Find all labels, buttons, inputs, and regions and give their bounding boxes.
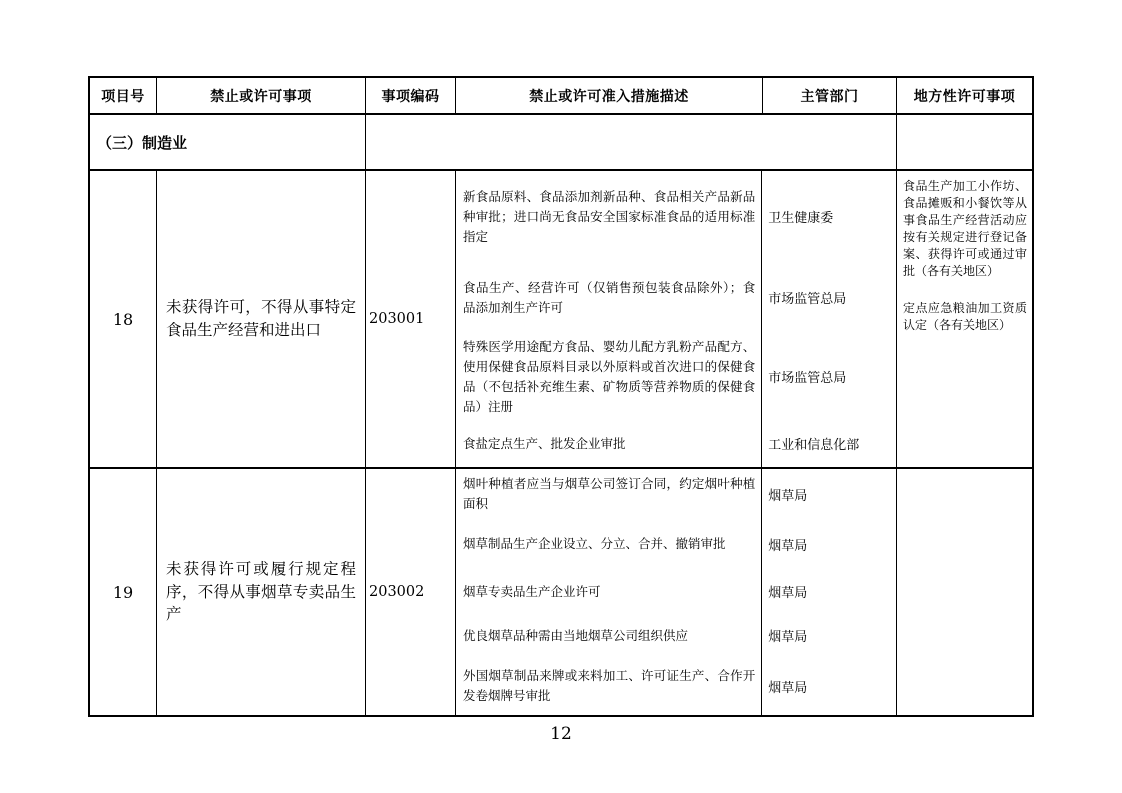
item-no: 18: [90, 171, 157, 467]
dept-name: 烟草局: [768, 538, 808, 554]
col-header-item-no: 项目号: [90, 78, 157, 113]
section-empty-cell-local: [897, 115, 1032, 169]
measure-desc: 食品生产、经营许可（仅销售预包装食品除外）；食品添加剂生产许可: [456, 262, 762, 333]
dept-name: 市场监管总局: [768, 371, 847, 386]
measure-dept-pair: [456, 171, 896, 262]
measures-cell: [456, 469, 897, 715]
measure-desc: 特殊医学用途配方食品、婴幼儿配方乳粉产品配方、使用保健食品原料目录以外原料或首次进口的保健食品（不包括补充维生素、矿物质等营养物质的保健食品）注册: [456, 333, 762, 420]
measure-desc: 新食品原料、食品添加剂新品种、食品相关产品新品种审批；进口尚无食品安全国家标准食品的适用标准指定: [456, 171, 762, 262]
col-header-measure-desc: 禁止或许可准入措施描述: [456, 78, 763, 113]
measure-dept-pair: [456, 614, 896, 657]
local-items-cell-empty: [897, 469, 1032, 715]
measure-desc: 外国烟草制品来牌或来料加工、许可证生产、合作开发卷烟牌号审批: [456, 657, 762, 715]
dept-name: 烟草局: [768, 630, 808, 645]
section-label: （三）制造业: [90, 115, 366, 169]
table-row-18: [90, 171, 1032, 469]
access-list-table: [88, 76, 1034, 717]
measures-cell: [456, 171, 897, 467]
measure-desc: 烟草制品生产企业设立、分立、合并、撤销审批: [456, 519, 762, 569]
measure-dept-pair: [456, 333, 896, 420]
dept-name: 市场监管总局: [768, 292, 847, 307]
measure-desc: 优良烟草品种需由当地烟草公司组织供应: [456, 614, 762, 657]
matter-code: 203001: [366, 171, 456, 467]
measure-dept-pair: [456, 569, 896, 614]
measure-dept-pair: [456, 657, 896, 715]
local-item: 食品生产加工小作坊、食品摊贩和小餐饮等从事食品生产经营活动应按有关规定进行登记备案、获得许可或通过审批（各有关地区）: [903, 179, 1027, 279]
table-row-19: [90, 469, 1032, 715]
matter-text: 未获得许可或履行规定程序，不得从事烟草专卖品生产: [157, 469, 366, 715]
dept-name: 烟草局: [768, 488, 808, 504]
col-header-code: 事项编码: [366, 78, 456, 113]
item-no: 19: [90, 469, 157, 715]
section-row-manufacturing: [90, 115, 1032, 171]
page-number: 12: [550, 724, 572, 744]
section-empty-cell: [366, 115, 897, 169]
measure-dept-pair: [456, 519, 896, 569]
dept-name: 工业和信息化部: [768, 438, 860, 453]
dept-name: 卫生健康委: [768, 211, 834, 226]
table-header-row: [90, 78, 1032, 115]
col-header-local: 地方性许可事项: [913, 88, 1016, 105]
matter-code: 203002: [366, 469, 456, 715]
dept-name: 烟草局: [768, 586, 808, 601]
measure-desc: 食盐定点生产、批发企业审批: [456, 420, 762, 467]
measure-dept-pair: [456, 262, 896, 333]
local-items-cell: [897, 171, 1032, 467]
local-item: 定点应急粮油加工资质认定（各有关地区）: [903, 301, 1027, 333]
measure-dept-pair: [456, 420, 896, 467]
measure-dept-pair: [456, 469, 896, 519]
col-header-dept: 主管部门: [763, 78, 897, 113]
measure-desc: 烟叶种植者应当与烟草公司签订合同，约定烟叶种植面积: [456, 469, 762, 519]
measure-desc: 烟草专卖品生产企业许可: [456, 569, 762, 614]
col-header-matter: 禁止或许可事项: [157, 78, 366, 113]
matter-text: 未获得许可，不得从事特定食品生产经营和进出口: [157, 171, 366, 467]
dept-name: 烟草局: [768, 680, 808, 696]
